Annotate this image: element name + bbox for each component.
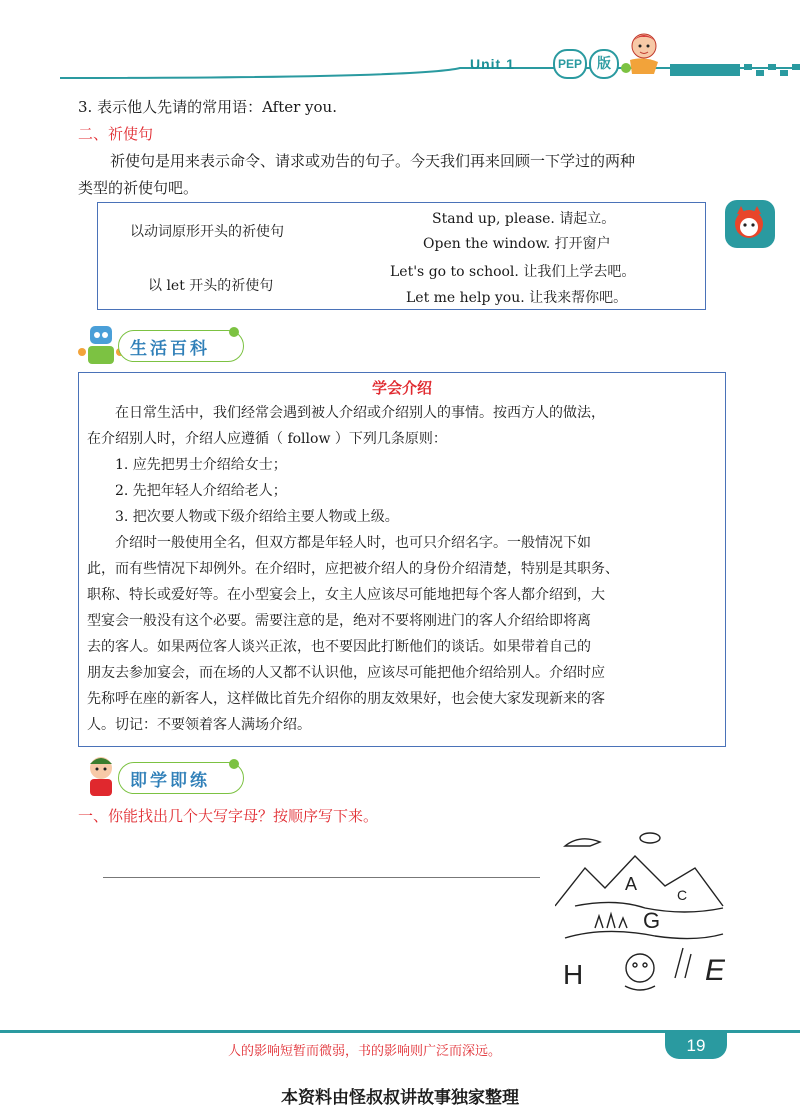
- hidden-letter: A: [625, 874, 638, 894]
- info-box-line: 朋友去参加宴会，而在场的人又都不认识他，应该尽可能把他介绍给别人。介绍时应: [87, 665, 605, 681]
- hidden-letter: E: [705, 954, 725, 987]
- info-box-title: 学会介绍: [371, 379, 432, 397]
- section-2-title: 二、祈使句: [78, 125, 154, 143]
- edition-badge: 版: [589, 49, 619, 79]
- info-box-line: 人。切记：不要领着客人满场介绍。: [87, 717, 311, 733]
- banner-dot-decoration: [228, 326, 240, 338]
- info-box-line: 介绍时一般使用全名，但双方都是年轻人时，也可只介绍名字。一般情况下如: [115, 535, 591, 551]
- page-number: 19: [665, 1033, 727, 1059]
- pep-badge: PEP: [553, 49, 587, 79]
- info-box-line: 去的客人。如果两位客人谈兴正浓，也不要因此打断他们的谈话。如果带着自己的: [87, 639, 591, 655]
- practice-banner-title: 即学即练: [130, 771, 210, 791]
- banner-dot-decoration: [228, 758, 240, 770]
- info-box-line: 职称、特长或爱好等。在小型宴会上，女主人应该尽可能地把每个客人都介绍到，大: [87, 587, 605, 603]
- imperative-example: Let's go to school. 让我们上学去吧。: [390, 264, 636, 280]
- life-banner-title: 生活百科: [130, 339, 210, 359]
- hidden-letter: C: [677, 887, 688, 903]
- info-box-line: 型宴会一般没有这个必要。需要注意的是，绝对不要将刚进门的客人介绍给即将离: [87, 613, 591, 629]
- hidden-letters-picture: [555, 828, 725, 1000]
- header-band-decoration: [60, 60, 800, 80]
- imperative-example: Stand up, please. 请起立。: [432, 211, 616, 227]
- hidden-letter: G: [643, 908, 661, 933]
- unit-label: Unit 1: [470, 56, 515, 72]
- info-box-line: 3. 把次要人物或下级介绍给主要人物或上级。: [115, 509, 399, 525]
- question-1-prompt: 一、你能找出几个大写字母？按顺序写下来。: [78, 807, 379, 825]
- intro-point-3: 3. 表示他人先请的常用语：After you.: [78, 98, 337, 116]
- side-mascot-icon: [725, 200, 775, 248]
- answer-line[interactable]: [103, 877, 540, 878]
- info-box-line: 1. 应先把男士介绍给女士；: [115, 457, 287, 473]
- section-2-paragraph-line-1: 祈使句是用来表示命令、请求或劝告的句子。今天我们再来回顾一下学过的两种: [110, 152, 636, 170]
- source-note: 本资料由怪叔叔讲故事独家整理: [281, 1088, 519, 1108]
- mascot-girl-icon: [618, 28, 666, 78]
- imperative-type-label: 以 let 开头的祈使句: [148, 278, 274, 294]
- hidden-letter: H: [563, 959, 584, 990]
- introduction-info-box: [78, 372, 726, 747]
- imperative-type-label: 以动词原形开头的祈使句: [130, 224, 284, 240]
- imperative-example: Let me help you. 让我来帮你吧。: [406, 290, 628, 306]
- imperative-sentence-table: [97, 202, 706, 310]
- info-box-line: 先称呼在座的新客人，这样做比首先介绍你的朋友效果好，也会使大家发现新来的客: [87, 691, 605, 707]
- section-2-paragraph-line-2: 类型的祈使句吧。: [78, 179, 199, 197]
- info-box-line: 此，而有些情况下却例外。在介绍时，应把被介绍人的身份介绍清楚，特别是其职务、: [87, 561, 619, 577]
- info-box-line: 在介绍别人时，介绍人应遵循（ follow ）下列几条原则：: [87, 431, 447, 447]
- info-box-line: 2. 先把年轻人介绍给老人；: [115, 483, 287, 499]
- footer-quote: 人的影响短暂而微弱，书的影响则广泛而深远。: [228, 1044, 502, 1059]
- info-box-line: 在日常生活中，我们经常会遇到被人介绍或介绍别人的事情。按西方人的做法，: [115, 405, 605, 421]
- imperative-example: Open the window. 打开窗户: [423, 236, 611, 252]
